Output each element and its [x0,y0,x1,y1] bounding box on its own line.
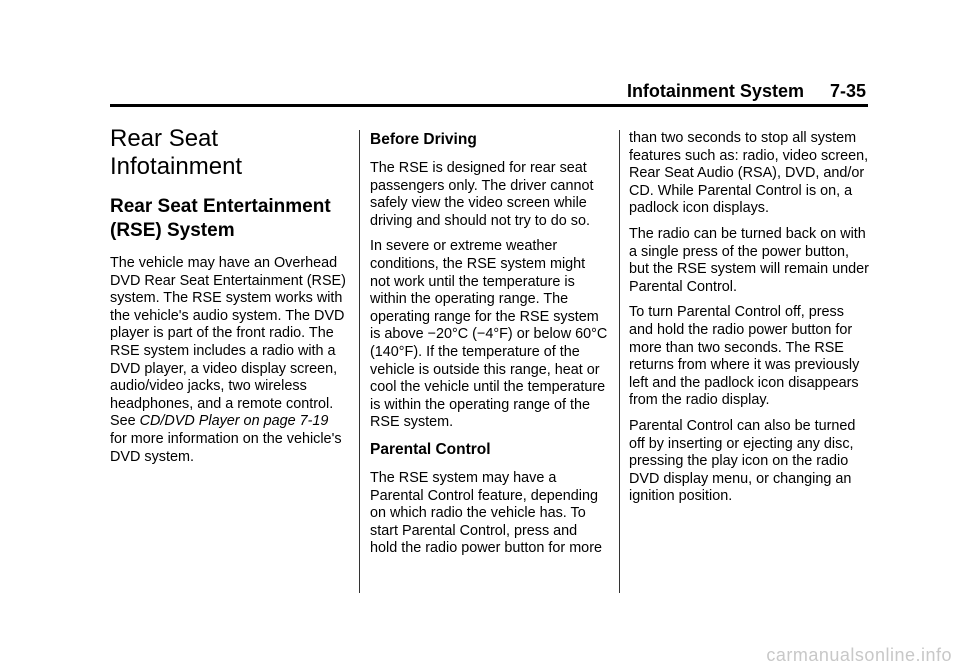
intro-text: The vehicle may have an Overhead DVD Rear Seat Entertainment (RSE) system. The RSE system works with the vehicle's audio system. The DVD player is part of the front radio. The RSE system includes a radio with a DVD player, a video display screen, audio/video jacks, two wireless headphones, and a remote control. See [110,255,346,430]
heading-before-driving: Before Driving [370,131,477,148]
page-number: 7-35 [829,81,866,101]
paragraph-operating-range: In severe or extreme weather conditions, the RSE system might not work until the temperature is within the operating range. The operating range for the RSE system is above −20°C (−4°F) or below 60°C (140°F). If the temperature of the vehicle is outside this range, heat or cool the vehicle until the temperature is within the operating range of the RSE system. [370,238,608,431]
chapter-title [110,125,348,181]
column-3 [629,130,869,514]
chapter-title-line1: Rear Seat [110,125,219,152]
section-title: Infotainment System [626,81,804,101]
column-divider-2 [619,130,620,593]
intro-text-end: for more information on the vehicle's DVD system. [110,430,342,465]
cross-reference-link[interactable]: CD/DVD Player on page 7‑19 [139,413,329,430]
page-header [110,78,866,104]
header-rule [110,104,868,107]
section-heading-line2: (RSE) System [110,220,235,241]
paragraph-radio-on: The radio can be turned back on with a single press of the power button, but the RSE system will remain under Parental Control. [629,225,869,295]
section-heading-line1: Rear Seat Entertainment [110,196,331,217]
column-2 [370,130,608,566]
heading-parental-control: Parental Control [370,440,491,458]
intro-paragraph [110,255,348,466]
paragraph-parental-continued: than two seconds to stop all system features such as: radio, video screen, Rear Seat Audio (RSA), DVD, and/or CD. While Parental Control is on, a padlock icon displays. [629,130,869,217]
paragraph-parental-start: The RSE system may have a Parental Control feature, depending on which radio the vehicle has. To start Parental Control, press and hold the radio power button for more [370,469,602,557]
paragraph-rse-design: The RSE is designed for rear seat passengers only. The driver cannot safely view the video screen while driving and should not try to do so. [370,160,594,229]
column-divider-1 [359,130,360,593]
chapter-title-line2: Infotainment [110,153,243,180]
watermark: carmanualsonline.info [766,645,952,665]
section-heading [110,195,348,243]
column-1 [110,125,348,474]
paragraph-parental-other: Parental Control can also be turned off by inserting or ejecting any disc, pressing the play icon on the radio DVD display menu, or changing an ignition position. [629,417,856,505]
paragraph-parental-off: To turn Parental Control off, press and hold the radio power button for more than two seconds. The RSE returns from where it was previously left and the padlock icon disappears from the radio display. [629,304,860,409]
